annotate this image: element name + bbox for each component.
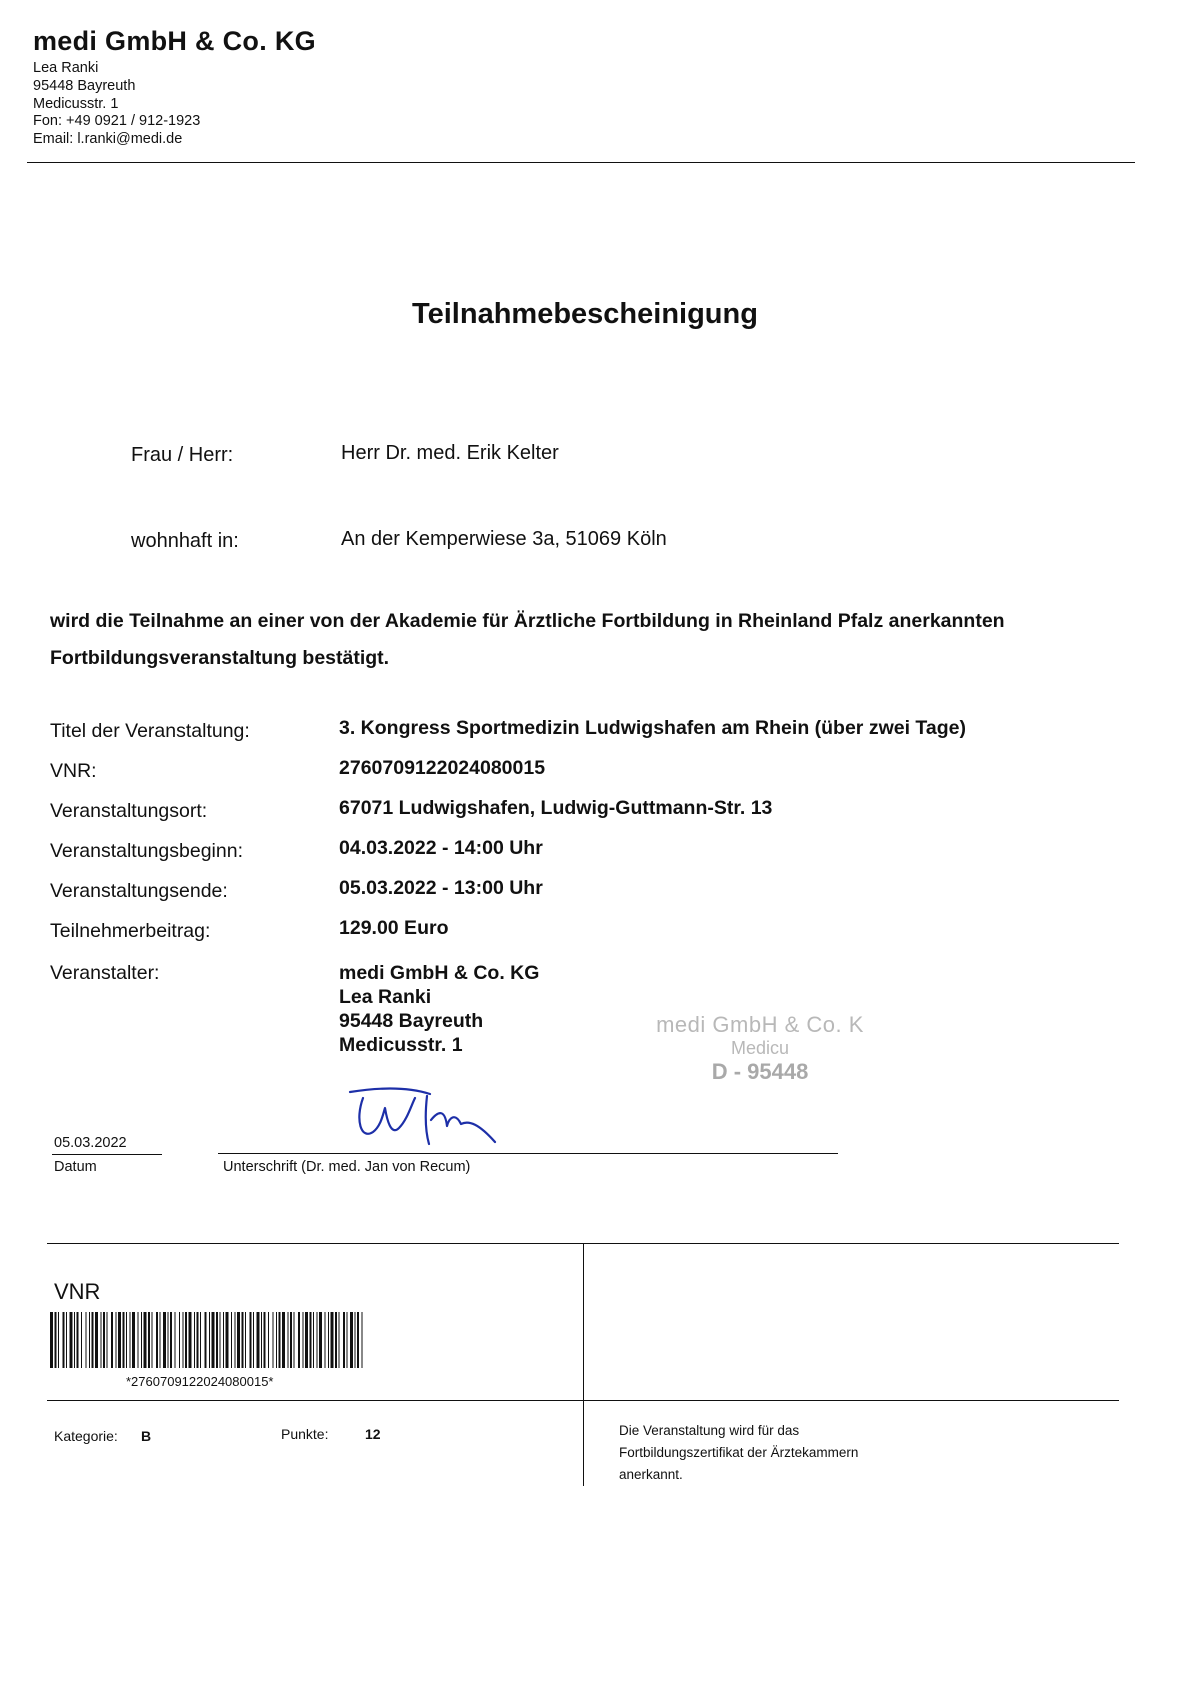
event-fee-value: 129.00 Euro xyxy=(339,917,449,939)
note-line-1: Die Veranstaltung wird für das xyxy=(619,1423,800,1438)
contact-city: 95448 Bayreuth xyxy=(33,78,136,94)
date-label: Datum xyxy=(54,1159,97,1175)
organizer-city: 95448 Bayreuth xyxy=(339,1010,484,1032)
note-line-2: Fortbildungszertifikat der Ärztekammern xyxy=(619,1445,859,1460)
stamp-line-3: D - 95448 xyxy=(711,1059,809,1084)
contact-phone: Fon: +49 0921 / 912-1923 xyxy=(33,113,201,129)
organizer-street: Medicusstr. 1 xyxy=(339,1034,463,1056)
barcode-text: *2760709122024080015* xyxy=(126,1374,274,1389)
event-title-label: Titel der Veranstaltung: xyxy=(50,720,250,742)
stamp-line-1: medi GmbH & Co. K xyxy=(656,1012,864,1037)
statement-line-1: wird die Teilnahme an einer von der Akademie für Ärztliche Fortbildung in Rheinland Pfalz anerkannten xyxy=(50,610,1005,632)
event-vnr-label: VNR: xyxy=(50,760,97,782)
participant-address: An der Kemperwiese 3a, 51069 Köln xyxy=(341,528,667,550)
event-start-value: 04.03.2022 - 14:00 Uhr xyxy=(339,837,543,859)
signature-line xyxy=(218,1153,838,1154)
statement-line-2: Fortbildungsveranstaltung bestätigt. xyxy=(50,647,390,669)
date-line xyxy=(52,1154,162,1155)
document-title: Teilnahmebescheinigung xyxy=(412,298,758,330)
punkte-label: Punkte: xyxy=(281,1426,329,1442)
signature-date: 05.03.2022 xyxy=(54,1135,127,1151)
event-fee-label: Teilnehmerbeitrag: xyxy=(50,920,211,942)
event-location-value: 67071 Ludwigshafen, Ludwig-Guttmann-Str. 13 xyxy=(339,797,773,819)
organizer-company: medi GmbH & Co. KG xyxy=(339,962,540,984)
vnr-barcode xyxy=(50,1312,368,1368)
footer-box-divider xyxy=(583,1243,584,1486)
confirmation-statement xyxy=(50,603,1100,677)
contact-name: Lea Ranki xyxy=(33,60,99,76)
contact-street: Medicusstr. 1 xyxy=(33,96,119,112)
participant-address-label: wohnhaft in: xyxy=(131,530,239,552)
event-title-value: 3. Kongress Sportmedizin Ludwigshafen am Rhein (über zwei Tage) xyxy=(339,717,966,739)
punkte-value: 12 xyxy=(365,1426,381,1442)
handwritten-signature xyxy=(345,1080,525,1160)
company-name: medi GmbH & Co. KG xyxy=(33,26,316,56)
recognition-note xyxy=(619,1420,959,1486)
event-organizer-label: Veranstalter: xyxy=(50,962,160,984)
barcode-vnr-label: VNR xyxy=(54,1279,101,1304)
company-stamp xyxy=(610,1012,910,1085)
event-start-label: Veranstaltungsbeginn: xyxy=(50,840,243,862)
stamp-line-2: Medicu xyxy=(730,1038,790,1058)
participant-name-label: Frau / Herr: xyxy=(131,444,234,466)
event-location-label: Veranstaltungsort: xyxy=(50,800,208,822)
note-line-3: anerkannt. xyxy=(619,1467,683,1482)
contact-email: Email: l.ranki@medi.de xyxy=(33,131,183,147)
kategorie-value: B xyxy=(141,1428,152,1444)
kategorie-label: Kategorie: xyxy=(54,1428,118,1444)
organizer-contact: Lea Ranki xyxy=(339,986,432,1008)
participant-name: Herr Dr. med. Erik Kelter xyxy=(341,442,559,464)
footer-box-middle-rule xyxy=(47,1400,1119,1401)
event-vnr-value: 2760709122024080015 xyxy=(339,757,546,779)
event-end-label: Veranstaltungsende: xyxy=(50,880,228,902)
signature-label: Unterschrift (Dr. med. Jan von Recum) xyxy=(223,1159,471,1175)
event-end-value: 05.03.2022 - 13:00 Uhr xyxy=(339,877,543,899)
header-divider xyxy=(27,162,1135,163)
